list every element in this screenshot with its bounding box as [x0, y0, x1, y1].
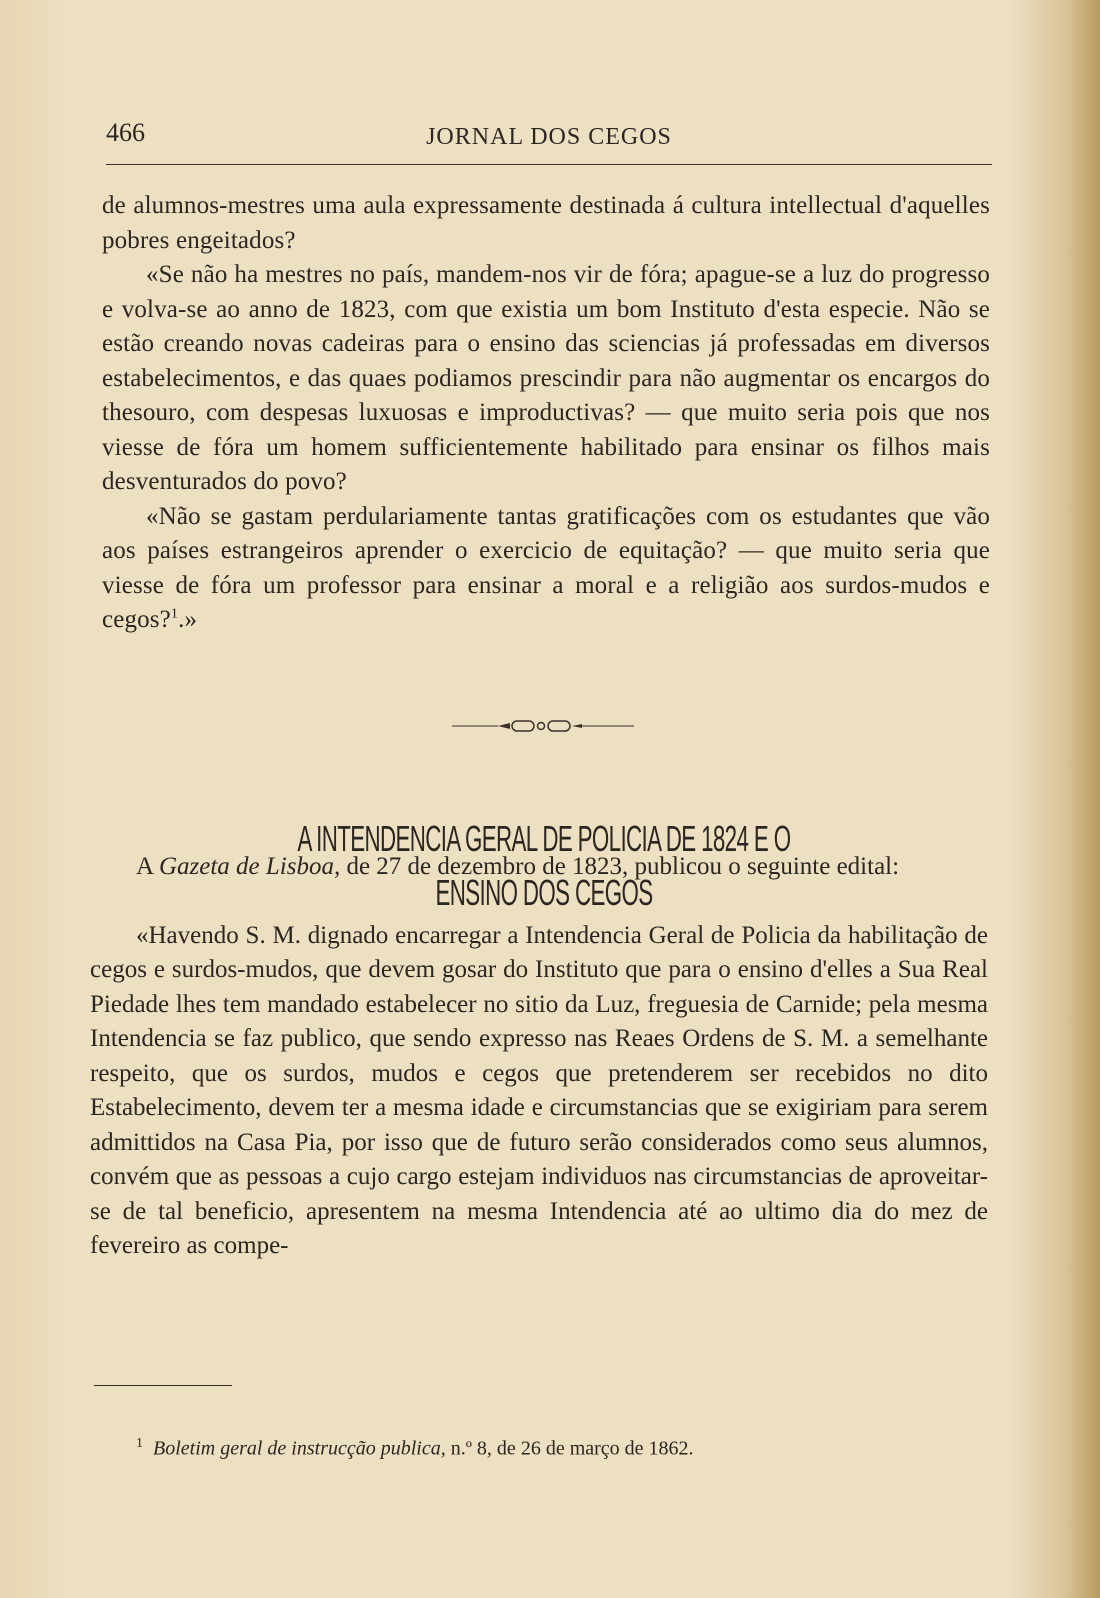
fleuron-divider-icon: [452, 718, 634, 734]
closing-quote: .»: [178, 606, 198, 633]
paragraph: [102, 500, 990, 638]
intro-text: de 27 de dezembro de 1823, publicou o seguinte edital:: [346, 853, 900, 880]
page-number: 466: [106, 118, 145, 147]
footnote-reference: 1: [170, 606, 179, 622]
newspaper-title: Gazeta de Lisboa,: [158, 853, 341, 880]
quoted-edict: «Havendo S. M. dignado encarregar a Intendencia Geral de Policia da habilitação de cegos e surdos-mudos, que devem gosar do Instituto que para o ensino d'elles a Sua Real Piedade lhes tem mandado estabelecer no sitio da Luz, freguesia de Carnide; pela mesma Intendencia se faz publico, que sendo expresso nas Reaes Ordens de S. M. a semelhante respeito, que os surdos, mudos e cegos que pretenderem ser recebidos no dito Estabelecimento, devem ter a mesma idade e circumstancias que se exigiriam para serem admittidos na Casa Pia, por isso que de futuro serão considerados como seus alumnos, convém que as pessoas a cujo cargo estejam individuos nas circumstancias de aproveitar-se de tal beneficio, apresentem na mesma Intendencia até ao ultimo dia do mez de fevereiro as compe-: [90, 921, 988, 1259]
intro-text: A: [136, 853, 153, 880]
footnote-rule: [94, 1385, 232, 1386]
section-body: [90, 850, 988, 1264]
running-title: JORNAL DOS CEGOS: [426, 124, 672, 150]
paragraph: «Se não ha mestres no país, mandem-nos vir de fóra; apague-se a luz do progresso e volva-se ao anno de 1823, com que existia um bom Instituto d'esta especie. Não se estão creando novas cadeiras para o ensino das sciencias já professadas em diversos estabelecimentos, e das quaes podiamos prescindir para não augmentar os encargos do thesouro, com despesas luxuosas e improductivas? — que muito seria pois que nos viesse de fóra um homem sufficientemente habilitado para ensinar os filhos mais desventurados do povo?: [102, 261, 990, 495]
footnote: [136, 1431, 896, 1462]
paragraph: de alumnos-mestres uma aula expressamente destinada á cultura intellectual d'aquelles pobres engeitados?: [102, 192, 990, 254]
intro-paragraph: [90, 850, 988, 885]
continued-article-text: [102, 189, 990, 638]
footnote-marker: 1: [136, 1436, 143, 1451]
header-rule: [106, 164, 992, 165]
footnote-source-title: Boletim geral de instrucção publica,: [153, 1437, 446, 1460]
paragraph-text: «Não se gastam perdulariamente tantas gratificações com os estudantes que vão aos países estrangeiros aprender o exercicio de equitação? — que muito seria que viesse de fóra um professor para ensinar a moral e a religião aos surdos-mudos e cegos?: [102, 502, 990, 633]
section-title: A INTENDENCIA GERAL DE POLICIA DE 1824 E O ENSINO DOS CEGOS: [297, 817, 791, 913]
footnote-details: n.º 8, de 26 de março de 1862.: [450, 1437, 694, 1460]
page-header: [106, 118, 992, 158]
